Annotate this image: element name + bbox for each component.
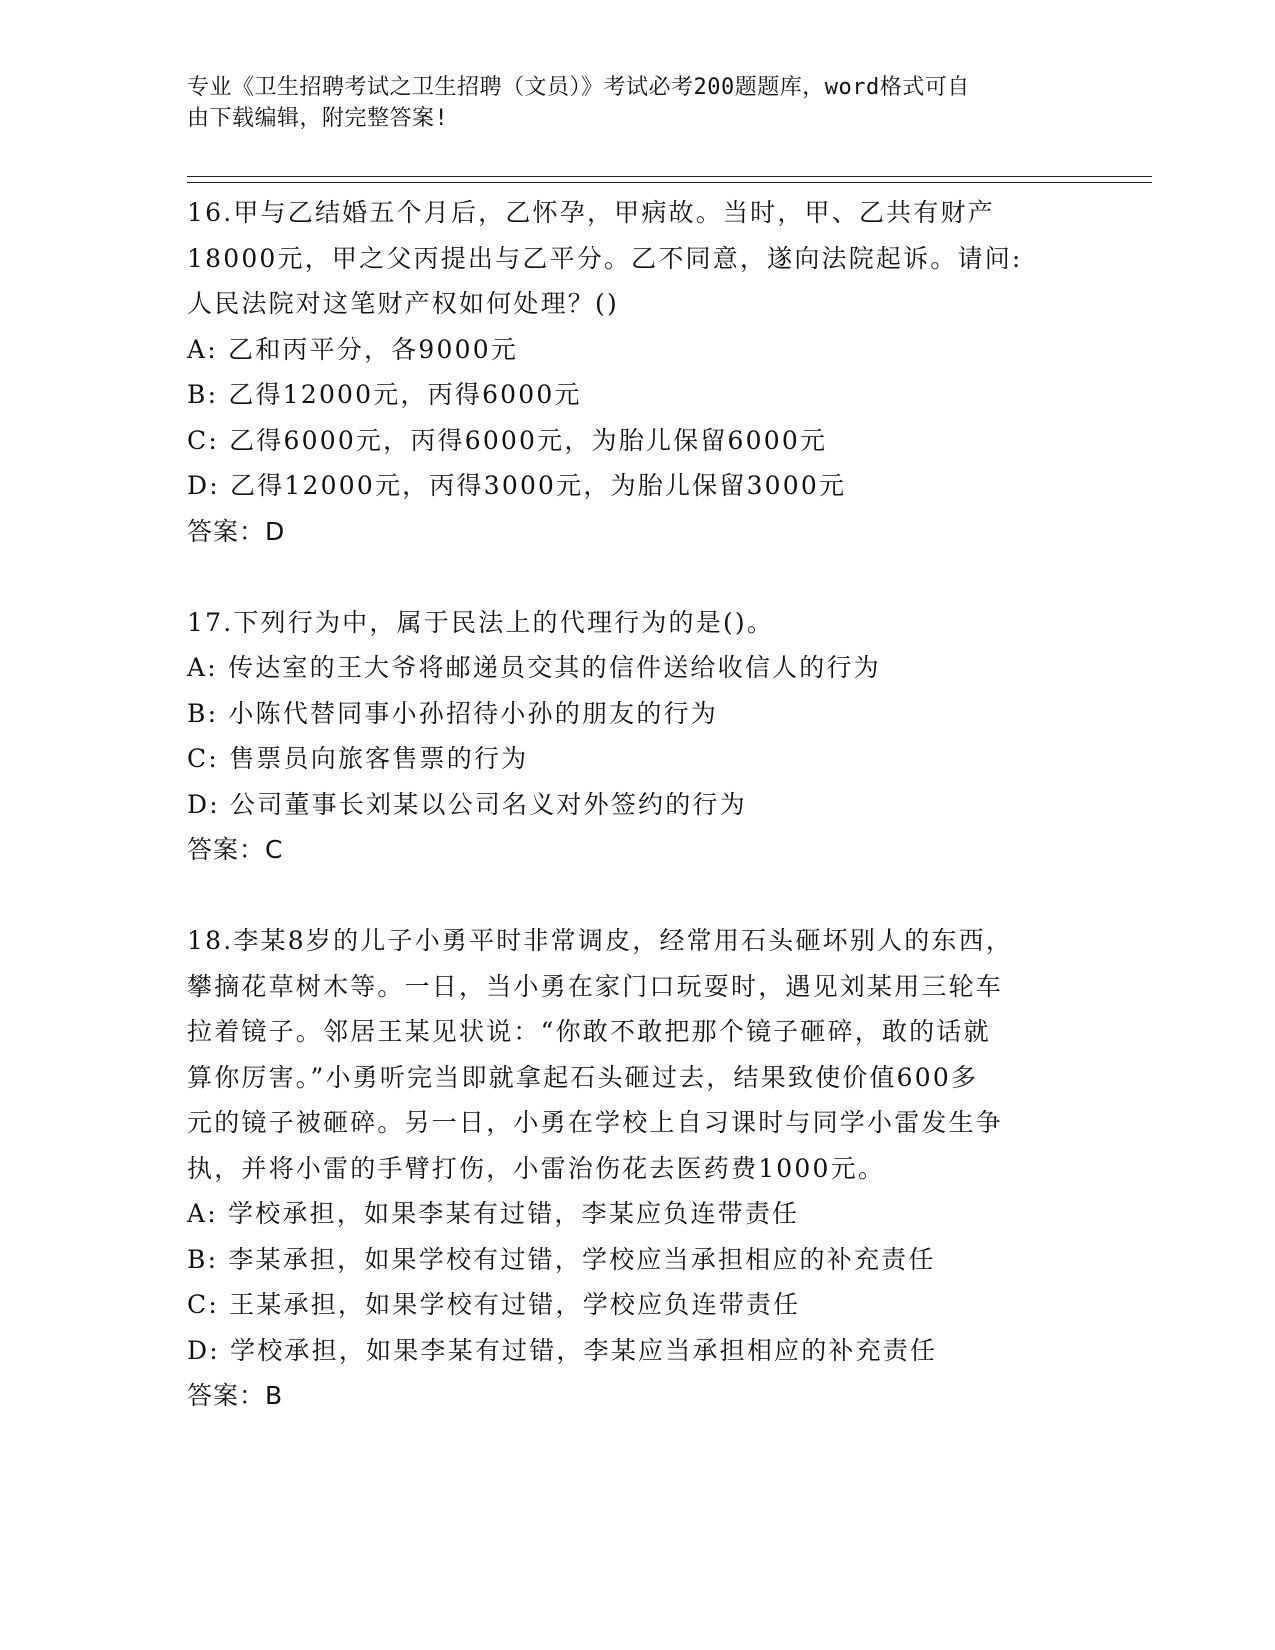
question-16 [187,190,1067,554]
question-stem-line: 执，并将小雷的手臂打伤，小雷治伤花去医药费1000元。 [187,1153,886,1183]
option-d: D: 乙得12000元，丙得3000元，为胎儿保留3000元 [187,471,847,500]
option-b: B: 李某承担，如果学校有过错，学校应当承担相应的补充责任 [187,1244,936,1274]
question-stem-line: 攀摘花草树木等。一日，当小勇在家门口玩耍时，遇见刘某用三轮车 [187,971,1004,1001]
option-c: C: 乙得6000元，丙得6000元，为胎儿保留6000元 [187,425,828,455]
question-stem-line: 16.甲与乙结婚五个月后，乙怀孕，甲病故。当时，甲、乙共有财产 [187,198,995,227]
question-stem-line: 18000元，甲之父丙提出与乙平分。乙不同意，遂向法院起诉。请问: [187,243,1023,273]
option-b: B: 小陈代替同事小孙招待小孙的朋友的行为 [187,698,718,728]
header-divider-bottom [187,182,1152,183]
question-stem-line: 17.下列行为中，属于民法上的代理行为的是()。 [187,607,775,637]
option-d: D: 学校承担，如果李某有过错，李某应当承担相应的补充责任 [187,1335,938,1365]
option-d: D: 公司董事长刘某以公司名义对外签约的行为 [187,789,747,819]
option-a: A: 学校承担，如果李某有过错，李某应负连带责任 [187,1199,800,1228]
question-list [187,190,1067,1419]
answer-line: 答案：D [187,516,286,546]
option-b: B: 乙得12000元，丙得6000元 [187,380,582,409]
option-c: C: 王某承担，如果学校有过错，学校应负连带责任 [187,1290,801,1319]
answer-line: 答案：B [187,1381,284,1410]
option-c: C: 售票员向旅客售票的行为 [187,744,529,773]
answer-line: 答案：C [187,835,284,864]
question-stem-line: 算你厉害。”小勇听完当即就拿起石头砸过去，结果致使价值600多 [187,1062,979,1092]
header-line-1: 专业《卫生招聘考试之卫生招聘（文员）》考试必考200题题库，word格式可自 [187,75,970,100]
question-18 [187,918,1067,1419]
question-stem-line: 拉着镜子。邻居王某见状说：“你敢不敢把那个镜子砸碎，敢的话就 [187,1017,991,1046]
question-stem-line: 人民法院对这笔财产权如何处理？() [187,289,619,318]
document-header [187,72,1067,134]
header-divider-top [187,176,1152,177]
option-a: A: 乙和丙平分，各9000元 [187,334,519,364]
option-a: A: 传达室的王大爷将邮递员交其的信件送给收信人的行为 [187,653,881,682]
header-line-2: 由下载编辑，附完整答案! [187,106,449,131]
question-spacer [187,554,1067,600]
question-17 [187,600,1067,873]
question-stem-line: 元的镜子被砸碎。另一日，小勇在学校上自习课时与同学小雷发生争 [187,1108,1004,1137]
question-spacer [187,873,1067,919]
question-stem-line: 18.李某8岁的儿子小勇平时非常调皮，经常用石头砸坏别人的东西， [187,926,1014,955]
